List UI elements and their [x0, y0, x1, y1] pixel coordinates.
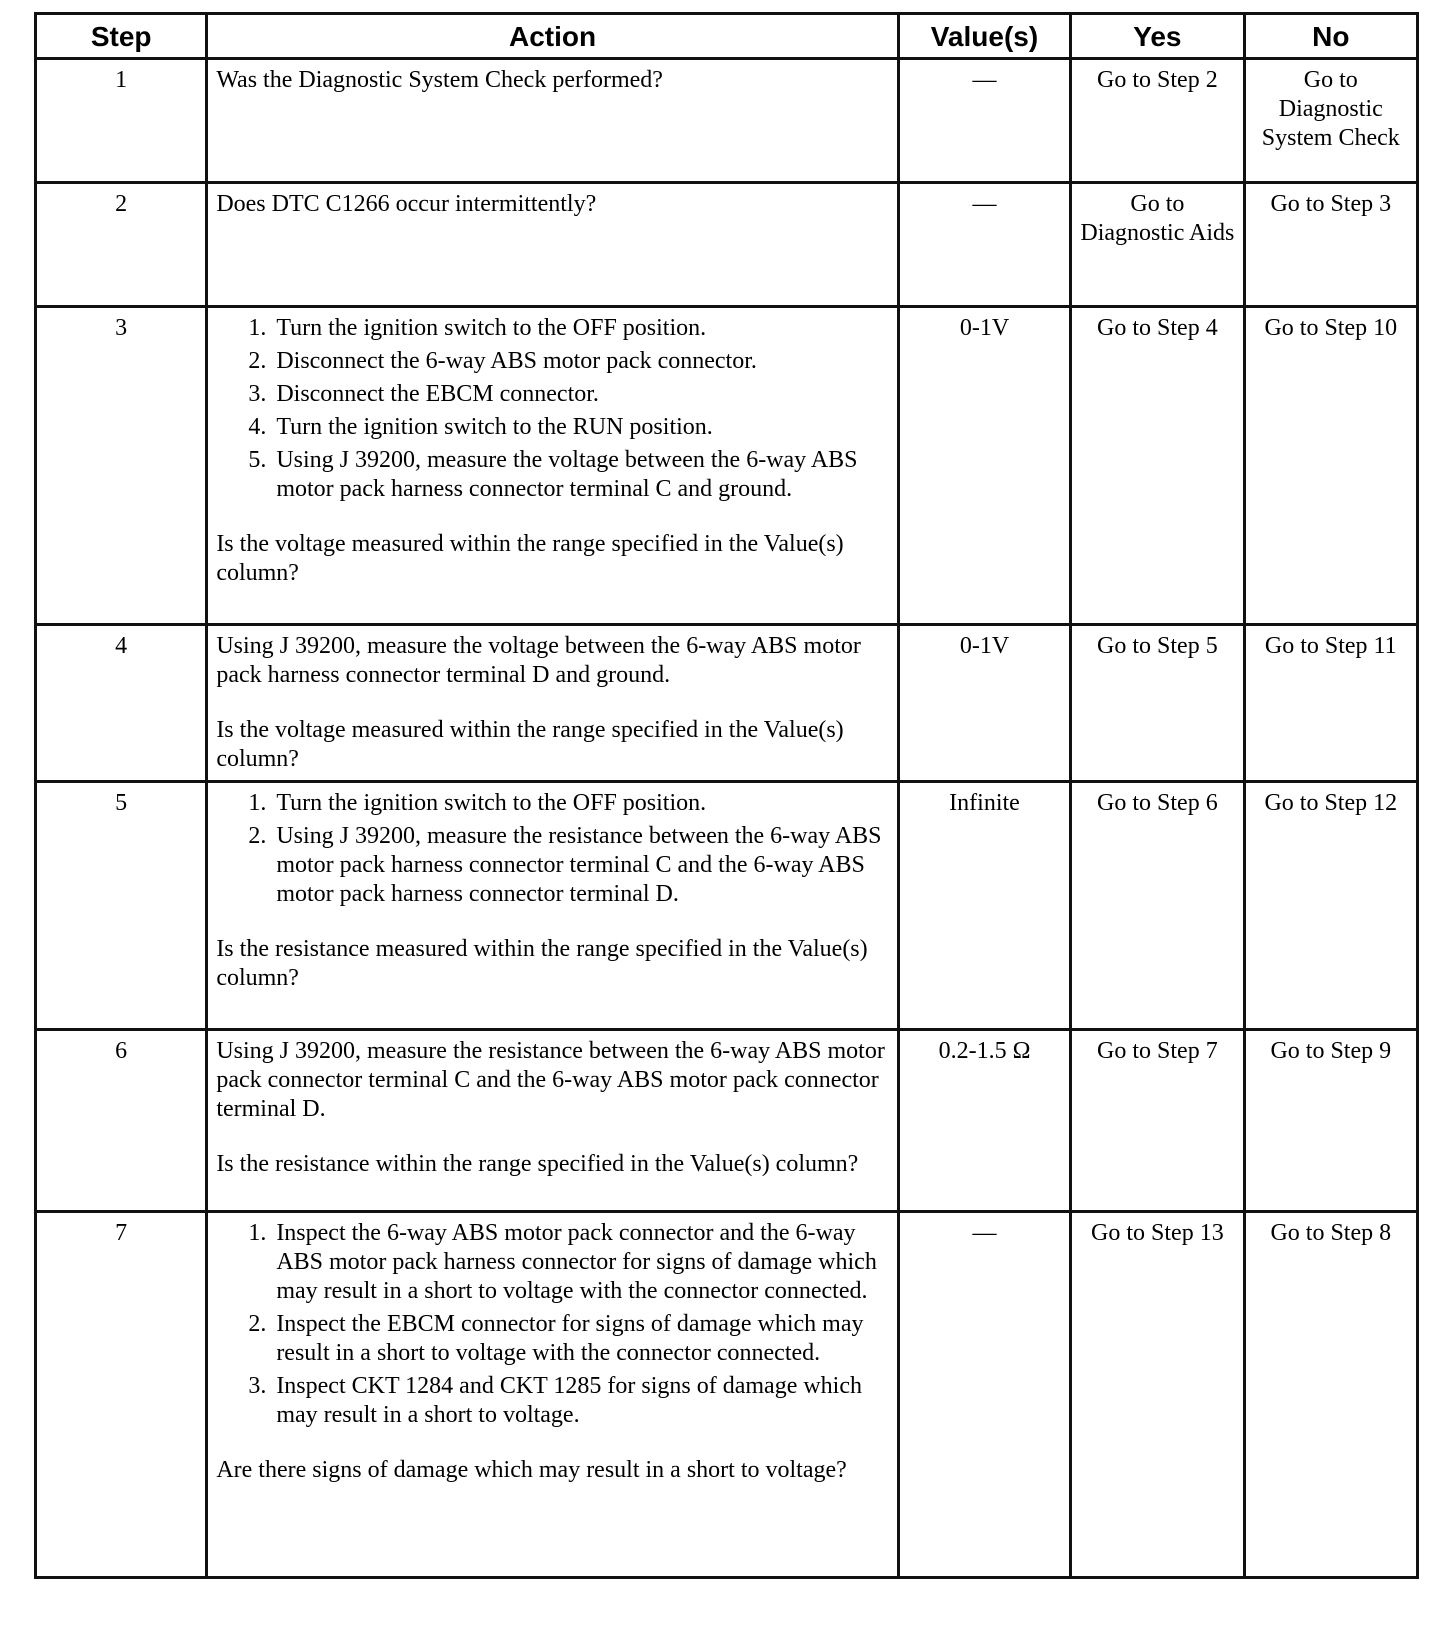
header-no: No [1244, 14, 1417, 59]
table-row [36, 307, 1418, 625]
action-cell [207, 1030, 899, 1212]
table-row [36, 625, 1418, 782]
table-row [36, 1030, 1418, 1212]
action-step-item: 1. Turn the ignition switch to the OFF position. [272, 789, 889, 818]
header-action: Action [207, 14, 899, 59]
no-cell: Go to Step 10 [1244, 307, 1417, 625]
action-steps [216, 1219, 889, 1430]
action-cell [207, 59, 899, 183]
action-cell [207, 307, 899, 625]
table-row [36, 782, 1418, 1030]
table-row [36, 59, 1418, 183]
action-question: Is the resistance measured within the range specified in the Value(s) column? [216, 936, 868, 991]
action-text: Using J 39200, measure the voltage between the 6-way ABS motor pack harness connector terminal D and ground. [216, 633, 861, 688]
table-row [36, 1212, 1418, 1578]
step-number: 2 [36, 183, 207, 307]
no-cell: Go to Step 12 [1244, 782, 1417, 1030]
action-step-item: 3. Disconnect the EBCM connector. [272, 380, 889, 409]
action-step-item: 5. Using J 39200, measure the voltage between the 6-way ABS motor pack harness connector terminal C and ground. [272, 446, 889, 504]
action-question: Is the voltage measured within the range specified in the Value(s) column? [216, 717, 844, 772]
step-number: 3 [36, 307, 207, 625]
action-step-item: 3. Inspect CKT 1284 and CKT 1285 for signs of damage which may result in a short to voltage. [272, 1372, 889, 1430]
action-steps [216, 314, 889, 504]
value-cell: — [898, 1212, 1070, 1578]
action-step-item: 2. Inspect the EBCM connector for signs of damage which may result in a short to voltage with the connector connected. [272, 1310, 889, 1368]
no-cell: Go to Diagnostic System Check [1244, 59, 1417, 183]
action-text: Using J 39200, measure the resistance between the 6-way ABS motor pack connector terminal C and the 6-way ABS motor pack connector terminal D. [216, 1038, 885, 1122]
value-cell: — [898, 59, 1070, 183]
step-number: 1 [36, 59, 207, 183]
action-step-item: 1. Inspect the 6-way ABS motor pack connector and the 6-way ABS motor pack harness connector for signs of damage which may result in a short to voltage with the connector connected. [272, 1219, 889, 1306]
yes-cell: Go to Step 4 [1071, 307, 1244, 625]
value-cell: Infinite [898, 782, 1070, 1030]
no-cell: Go to Step 3 [1244, 183, 1417, 307]
header-yes: Yes [1071, 14, 1244, 59]
action-text: Does DTC C1266 occur intermittently? [216, 191, 597, 217]
action-step-item: 4. Turn the ignition switch to the RUN position. [272, 413, 889, 442]
step-number: 5 [36, 782, 207, 1030]
action-cell [207, 625, 899, 782]
value-cell: 0.2-1.5 Ω [898, 1030, 1070, 1212]
step-number: 4 [36, 625, 207, 782]
header-values: Value(s) [898, 14, 1070, 59]
step-number: 7 [36, 1212, 207, 1578]
value-cell: 0-1V [898, 625, 1070, 782]
no-cell: Go to Step 8 [1244, 1212, 1417, 1578]
header-step: Step [36, 14, 207, 59]
action-cell [207, 782, 899, 1030]
header-row [36, 14, 1418, 59]
table-row [36, 183, 1418, 307]
action-question: Is the voltage measured within the range specified in the Value(s) column? [216, 531, 844, 586]
yes-cell: Go to Step 7 [1071, 1030, 1244, 1212]
yes-cell: Go to Step 2 [1071, 59, 1244, 183]
no-cell: Go to Step 11 [1244, 625, 1417, 782]
step-number: 6 [36, 1030, 207, 1212]
action-question: Is the resistance within the range specified in the Value(s) column? [216, 1151, 859, 1177]
diagnostic-page [34, 12, 1419, 1579]
action-step-item: 2. Disconnect the 6-way ABS motor pack connector. [272, 347, 889, 376]
action-text: Was the Diagnostic System Check performed? [216, 67, 663, 93]
no-cell: Go to Step 9 [1244, 1030, 1417, 1212]
yes-cell: Go to Step 6 [1071, 782, 1244, 1030]
action-cell [207, 183, 899, 307]
action-step-item: 2. Using J 39200, measure the resistance between the 6-way ABS motor pack harness connector terminal C and the 6-way ABS motor pack harness connector terminal D. [272, 822, 889, 909]
yes-cell: Go to Diagnostic Aids [1071, 183, 1244, 307]
action-steps [216, 789, 889, 909]
yes-cell: Go to Step 13 [1071, 1212, 1244, 1578]
yes-cell: Go to Step 5 [1071, 625, 1244, 782]
action-question: Are there signs of damage which may result in a short to voltage? [216, 1457, 847, 1483]
action-cell [207, 1212, 899, 1578]
diagnostic-table [34, 12, 1419, 1579]
value-cell: 0-1V [898, 307, 1070, 625]
value-cell: — [898, 183, 1070, 307]
action-step-item: 1. Turn the ignition switch to the OFF position. [272, 314, 889, 343]
